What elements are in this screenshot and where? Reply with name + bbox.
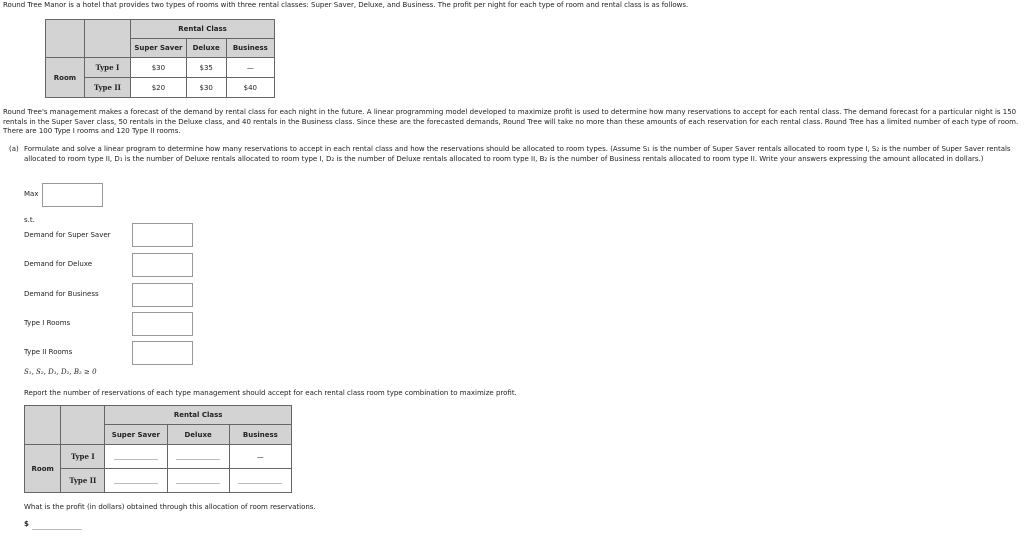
table-cell: — — [229, 445, 291, 469]
answer-cell[interactable] — [105, 445, 167, 469]
profit-prompt: What is the profit (in dollars) obtained through this allocation of room reservations. — [24, 503, 316, 511]
room-header: Room — [46, 58, 85, 98]
dollar-sign: $ — [24, 520, 29, 528]
constraint-deluxe-input[interactable] — [132, 253, 193, 277]
column-header: Business — [229, 425, 291, 445]
nonnegativity-text: S₁, S₂, D₁, D₂, B₂ ≥ 0 — [24, 368, 97, 376]
table-cell: $40 — [226, 78, 274, 98]
rental-class-header: Rental Class — [131, 20, 275, 39]
rental-class-header: Rental Class — [105, 406, 292, 425]
table-corner — [84, 20, 130, 58]
answer-input-type2-deluxe[interactable] — [176, 475, 220, 484]
room-header: Room — [25, 445, 61, 493]
row-label: Type I — [84, 58, 130, 78]
constraint-business-input[interactable] — [132, 283, 193, 307]
answer-cell[interactable] — [105, 469, 167, 493]
answer-cell[interactable] — [229, 469, 291, 493]
profit-table — [45, 19, 275, 98]
answer-input-type2-business[interactable] — [238, 475, 282, 484]
table-cell: $30 — [186, 78, 226, 98]
answer-input-type2-super-saver[interactable] — [114, 475, 158, 484]
column-header: Deluxe — [186, 39, 226, 58]
column-header: Business — [226, 39, 274, 58]
column-header: Super Saver — [105, 425, 167, 445]
answer-table — [24, 405, 292, 493]
part-a-text: Formulate and solve a linear program to determine how many reservations to accept in each rental class and how the reservations should be allocated to room types. (Assume S₁ is the number of Super Saver rentals allocated to room type I, S₂ is the number of Super Saver rentals allocated to room type II, D₁ is the number of Deluxe rentals allocated to room type I, D₂ is the number of Deluxe rentals allocated to room type II, B₂ is the number of Business rentals allocated to room type II. Write your answers expressing the amount allocated in dollars.) — [24, 145, 1011, 163]
table-cell: — — [226, 58, 274, 78]
answer-input-type1-deluxe[interactable] — [176, 451, 220, 460]
answer-cell[interactable] — [167, 445, 229, 469]
constraint-type2-input[interactable] — [132, 341, 193, 365]
row-label: Type II — [61, 469, 105, 493]
objective-input[interactable] — [42, 183, 103, 207]
column-header: Deluxe — [167, 425, 229, 445]
constraint-label: Demand for Super Saver — [24, 231, 111, 239]
row-label: Type I — [61, 445, 105, 469]
table-cell: $35 — [186, 58, 226, 78]
report-prompt: Report the number of reservations of each type management should accept for each rental class room type combination to maximize profit. — [24, 389, 517, 397]
table-cell: $30 — [131, 58, 187, 78]
constraint-label: Type II Rooms — [24, 348, 73, 356]
table-corner — [46, 20, 85, 58]
table-cell: $20 — [131, 78, 187, 98]
row-label: Type II — [84, 78, 130, 98]
constraint-type1-input[interactable] — [132, 312, 193, 336]
table-corner — [25, 406, 61, 445]
table-corner — [61, 406, 105, 445]
max-label: Max — [24, 190, 39, 198]
constraint-label: Type I Rooms — [24, 319, 71, 327]
intro-text: Round Tree Manor is a hotel that provides two types of rooms with three rental classes: Super Saver, Deluxe, and Business. The profit per night for each type of room and rental class is as follows. — [3, 1, 689, 9]
constraint-label: Demand for Business — [24, 290, 99, 298]
part-a-label: (a) — [9, 145, 19, 153]
answer-input-type1-super-saver[interactable] — [114, 451, 158, 460]
problem-paragraph: Round Tree's management makes a forecast of the demand by rental class for each night in the future. A linear programming model developed to maximize profit is used to determine how many reservations to accept for each rental class. The demand forecast for a particular night is 150 rentals in the Super Saver class, 50 rentals in the Deluxe class, and 40 rentals in the Business class. Since these are the forecasted demands, Round Tree will take no more than these amounts of each reservation for each rental class. Round Tree has a limited number of each type of room. There are 100 Type I rooms and 120 Type II rooms. — [3, 108, 1019, 136]
st-label: s.t. — [24, 216, 35, 224]
profit-input[interactable] — [32, 521, 82, 530]
column-header: Super Saver — [131, 39, 187, 58]
answer-cell[interactable] — [167, 469, 229, 493]
constraint-label: Demand for Deluxe — [24, 260, 93, 268]
constraint-super-saver-input[interactable] — [132, 223, 193, 247]
